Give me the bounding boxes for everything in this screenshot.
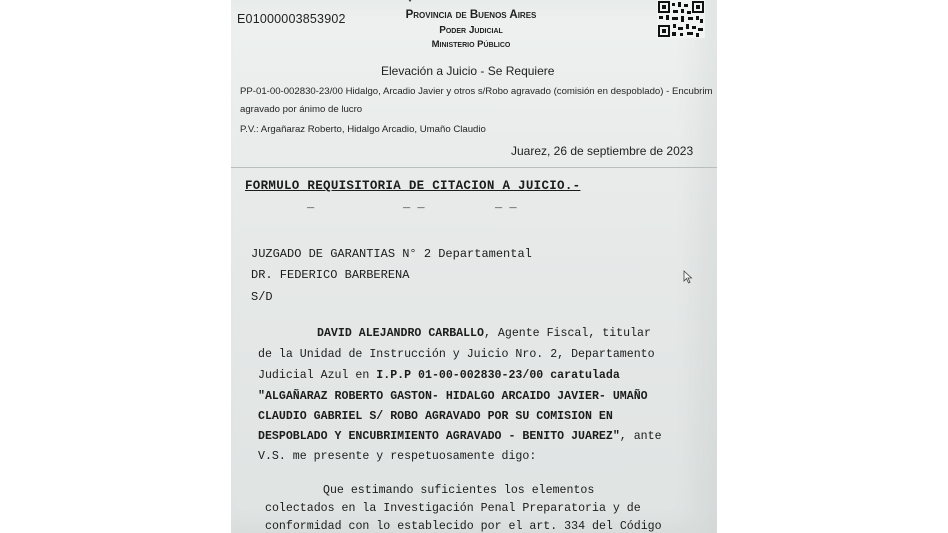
document-page <box>231 0 717 533</box>
underline-mark: _ _ <box>403 197 425 211</box>
body-text: , Agente Fiscal, titular <box>483 327 651 340</box>
qr-code-icon <box>657 0 705 38</box>
body-line: de la Unidad de Instrucción y Juicio Nro. 2, Departamento <box>258 348 655 361</box>
divider <box>231 167 717 168</box>
form-title: FORMULO REQUISITORIA DE CITACION A JUICIO.- <box>245 179 581 193</box>
crest-icon <box>405 0 415 4</box>
header-province: Provincia de Buenos Aires <box>405 9 537 21</box>
document-code: E01000003853902 <box>237 12 346 26</box>
body-line: V.S. me presente y respetuosamente digo: <box>258 450 537 463</box>
case-parties: P.V.: Argañaraz Roberto, Hidalgo Arcadio, Umaño Claudio <box>240 124 486 135</box>
body-text: Judicial Azul en <box>258 369 377 382</box>
body-line <box>317 327 651 340</box>
document-title: Elevación a Juicio - Se Requiere <box>381 64 555 78</box>
addressee-judge: DR. FEDERICO BARBERENA <box>251 268 410 282</box>
addressee-court: JUZGADO DE GARANTIAS N° 2 Departamental <box>251 247 532 261</box>
mouse-cursor-icon <box>683 270 693 284</box>
document-date: Juarez, 26 de septiembre de 2023 <box>511 144 694 158</box>
case-caption: DESPOBLADO Y ENCUBRIMIENTO AGRAVADO - BENITO JUAREZ" <box>258 430 620 443</box>
case-reference-cont: agravado por ánimo de lucro <box>240 104 363 115</box>
case-caption: CLAUDIO GABRIEL S/ ROBO AGRAVADO POR SU COMISION EN <box>258 410 613 423</box>
case-caption: "ALGAÑARAZ ROBERTO GASTON- HIDALGO ARCAIDO JAVIER- UMAÑO <box>258 390 648 403</box>
ipp-reference: I.P.P 01-00-002830-23/00 caratulada <box>376 369 620 382</box>
underline-mark: _ _ <box>495 197 517 211</box>
prosecutor-name: DAVID ALEJANDRO CARBALLO <box>317 327 484 340</box>
body-line <box>258 369 620 382</box>
body-text: , ante <box>619 430 662 443</box>
body-line: Que estimando suficientes los elementos <box>323 484 595 497</box>
header-ministry: Ministerio Público <box>431 39 511 50</box>
body-line: conformidad con lo establecido por el art. 334 del Código <box>265 520 662 533</box>
underline-mark: _ <box>307 197 315 211</box>
case-reference: PP-01-00-002830-23/00 Hidalgo, Arcadio Javier y otros s/Robo agravado (comisión en despoblado) - Encubrim <box>240 86 713 97</box>
body-line <box>258 430 662 443</box>
addressee-sd: S/D <box>251 290 273 304</box>
body-line: colectados en la Investigación Penal Preparatoria y de <box>265 502 641 515</box>
header-judicial: Poder Judicial <box>439 25 503 36</box>
